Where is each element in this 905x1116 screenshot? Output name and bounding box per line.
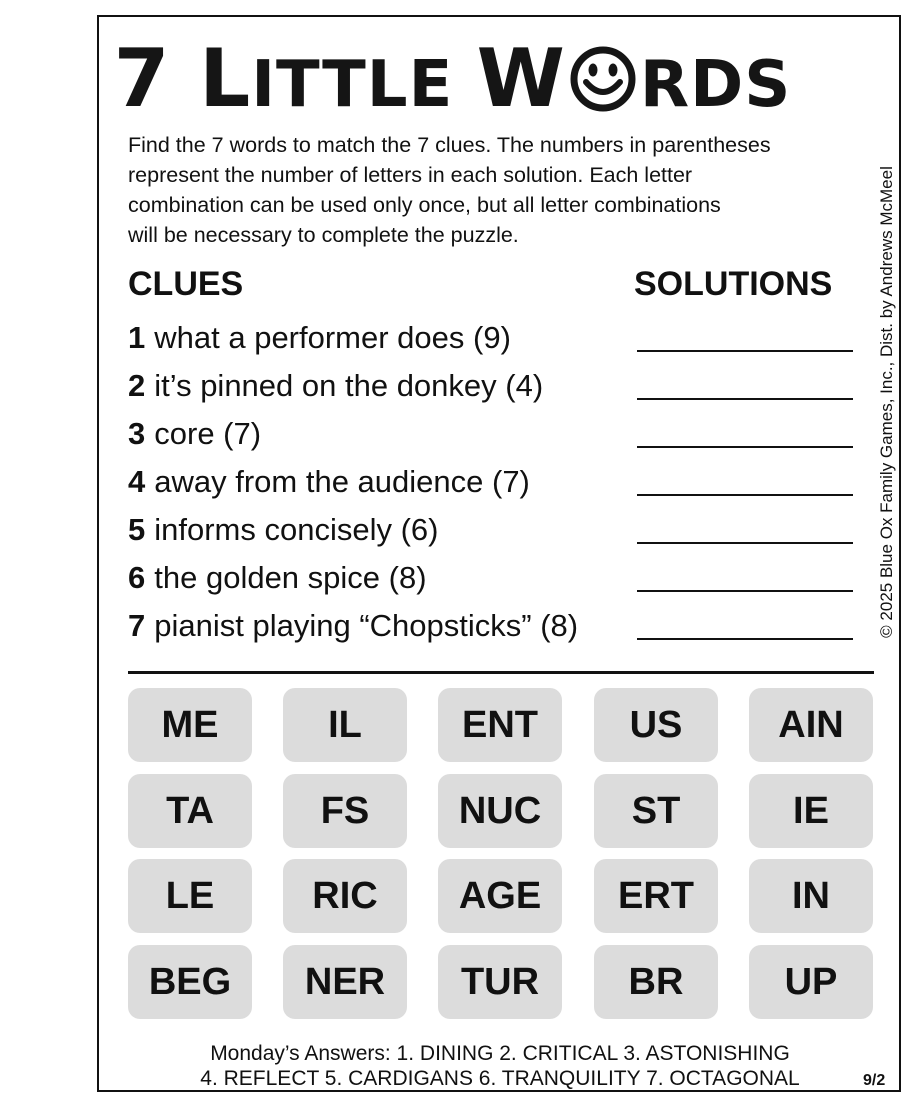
clue-number: 6 [128,560,146,595]
letter-tile[interactable]: IE [749,774,873,848]
clue-7 [128,606,848,646]
clue-number: 4 [128,464,146,499]
solution-blank-5[interactable] [637,542,853,544]
clue-5 [128,510,848,550]
solution-blank-4[interactable] [637,494,853,496]
divider [128,671,874,674]
copyright-notice: © 2025 Blue Ox Family Games, Inc., Dist. by Andrews McMeel [877,166,896,638]
instructions-line: will be necessary to complete the puzzle. [128,223,519,247]
letter-tile[interactable]: BEG [128,945,252,1019]
solution-blank-2[interactable] [637,398,853,400]
instructions-line: Find the 7 words to match the 7 clues. The numbers in parentheses [128,133,771,157]
clue-number: 7 [128,608,146,643]
clue-number: 5 [128,512,146,547]
clue-text: what a performer does (9) [154,320,511,355]
answers-line: Monday’s Answers: 1. DINING 2. CRITICAL 3. ASTONISHING [210,1042,790,1065]
letter-tile[interactable]: BR [594,945,718,1019]
clue-1 [128,318,848,358]
solution-blank-7[interactable] [637,638,853,640]
clue-6 [128,558,848,598]
letter-tile[interactable]: TA [128,774,252,848]
title-number: 7 [113,32,200,125]
instructions-line: combination can be used only once, but all letter combinations [128,193,721,217]
answers-line: 4. REFLECT 5. CARDIGANS 6. TRANQUILITY 7. OCTAGONAL [200,1067,800,1090]
previous-answers [100,1041,900,1091]
clue-text: informs concisely (6) [154,512,439,547]
letter-tile[interactable]: ERT [594,859,718,933]
clue-4 [128,462,848,502]
instructions [128,130,878,250]
clue-text: it’s pinned on the donkey (4) [154,368,544,403]
clue-3 [128,414,848,454]
instructions-line: represent the number of letters in each solution. Each letter [128,163,693,187]
clue-number: 3 [128,416,146,451]
solutions-heading: SOLUTIONS [634,265,833,303]
letter-tile[interactable]: NUC [438,774,562,848]
letter-tile[interactable]: LE [128,859,252,933]
solution-blank-6[interactable] [637,590,853,592]
solution-blank-3[interactable] [637,446,853,448]
clue-2 [128,366,848,406]
clue-number: 1 [128,320,146,355]
letter-tile[interactable]: ENT [438,688,562,762]
letter-tile[interactable]: AGE [438,859,562,933]
letter-tile[interactable]: ST [594,774,718,848]
letter-tile[interactable]: TUR [438,945,562,1019]
clue-text: pianist playing “Chopsticks” (8) [154,608,579,643]
letter-tile[interactable]: AIN [749,688,873,762]
clue-number: 2 [128,368,146,403]
title-letter: L [199,32,252,125]
letter-tile[interactable]: UP [749,945,873,1019]
clue-text: away from the audience (7) [154,464,530,499]
title-letters: ITTLE [251,48,477,122]
clue-text: the golden spice (8) [154,560,427,595]
solution-blank-1[interactable] [637,350,853,352]
letter-tile[interactable]: IN [749,859,873,933]
title-letters: RDS [639,48,792,122]
letter-tile[interactable]: FS [283,774,407,848]
clues-heading: CLUES [128,265,244,303]
title-letter: W [476,32,566,125]
puzzle-date: 9/2 [863,1072,886,1089]
letter-tile[interactable]: IL [283,688,407,762]
letter-tile[interactable]: ME [128,688,252,762]
letter-tile[interactable]: RIC [283,859,407,933]
clue-text: core (7) [154,416,262,451]
letter-tile[interactable]: US [594,688,718,762]
letter-tile[interactable]: NER [283,945,407,1019]
puzzle-title [0,32,905,126]
smiley-icon [570,44,636,126]
